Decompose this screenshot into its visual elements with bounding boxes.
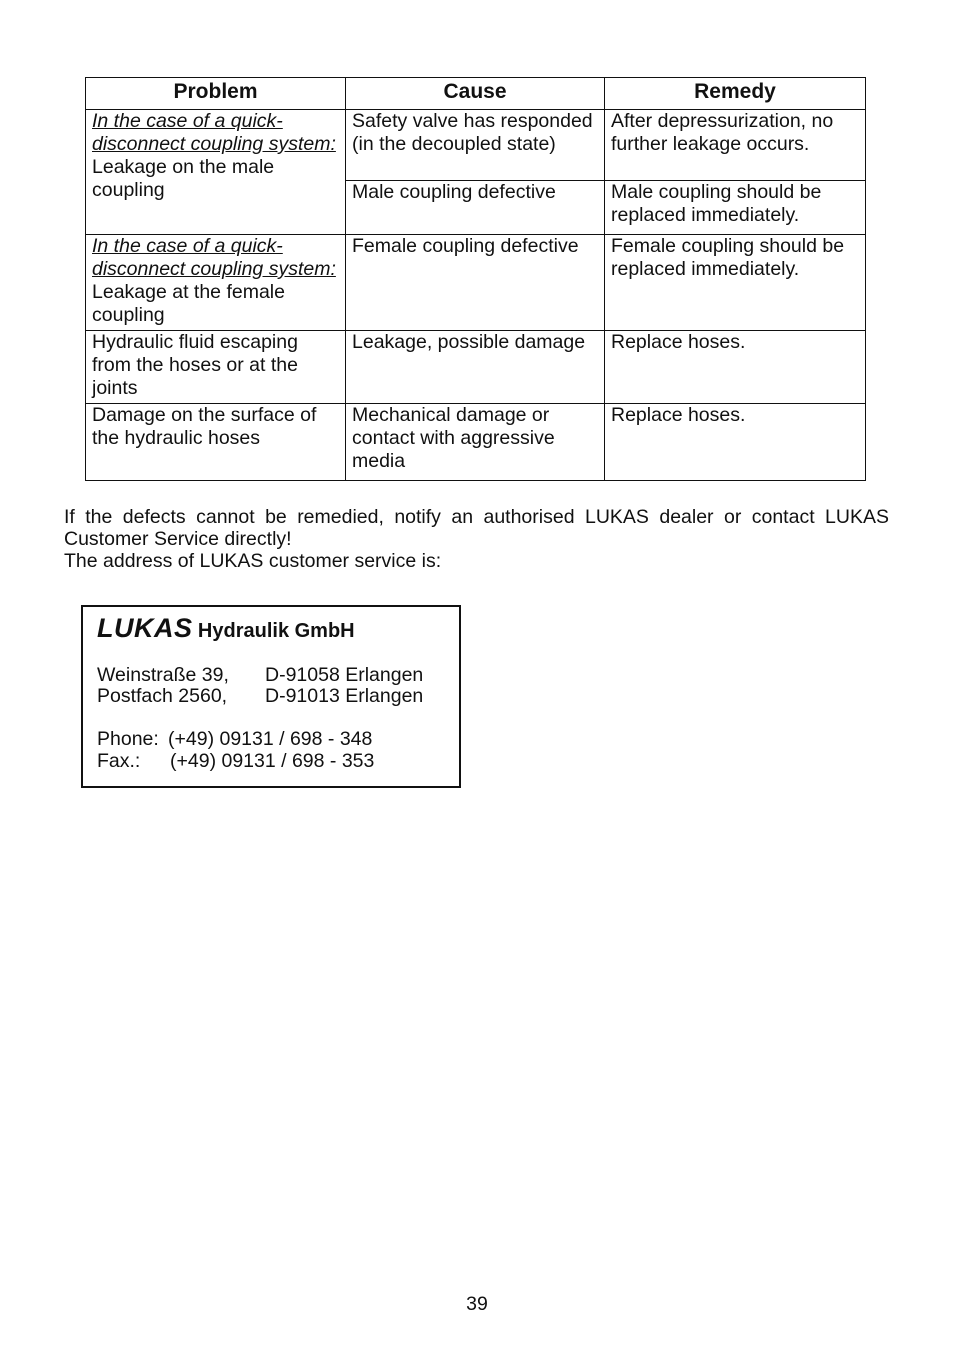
remedy-cell: Replace hoses. <box>605 331 866 404</box>
cause-cell: Female coupling defective <box>346 235 605 331</box>
street-line <box>97 664 229 686</box>
address-heading <box>97 613 355 643</box>
cause-cell: Male coupling defective <box>346 181 605 235</box>
fax-line <box>97 750 140 772</box>
postbox-city: D-91013 Erlangen <box>265 685 424 707</box>
problem-cell: Damage on the surface of the hydraulic hoses <box>86 404 346 481</box>
street: Weinstraße 39, <box>97 664 229 686</box>
header-cause: Cause <box>346 78 605 110</box>
remedy-cell: Male coupling should be replaced immediately. <box>605 181 866 235</box>
table-row <box>86 110 866 181</box>
cause-cell: Mechanical damage or contact with aggressive media <box>346 404 605 481</box>
table-row <box>86 235 866 331</box>
problem-qualifier: In the case of a quick-disconnect coupling system: <box>92 110 336 155</box>
remedy-cell: Female coupling should be replaced immediately. <box>605 235 866 331</box>
phone-label: Phone: <box>97 728 159 750</box>
postbox-line <box>97 685 227 707</box>
header-remedy: Remedy <box>605 78 866 110</box>
problem-qualifier: In the case of a quick-disconnect coupling system: <box>92 235 336 280</box>
company-name: Hydraulik GmbH <box>197 620 355 642</box>
service-note <box>64 506 889 572</box>
troubleshooting-table <box>85 77 866 481</box>
fax-label: Fax.: <box>97 750 141 772</box>
header-problem: Problem <box>86 78 346 110</box>
problem-text: Leakage on the male coupling <box>92 156 275 201</box>
table-header-row <box>86 78 866 110</box>
street-city: D-91058 Erlangen <box>265 664 424 686</box>
postbox: Postfach 2560, <box>97 685 228 707</box>
remedy-cell: After depressurization, no further leakage occurs. <box>605 110 866 181</box>
table-row <box>86 404 866 481</box>
service-note-line1: If the defects cannot be remedied, notify an authorised LUKAS dealer or contact LUKAS Customer Service directly! <box>64 506 889 550</box>
page-number: 39 <box>466 1293 488 1315</box>
cause-cell: Safety valve has responded (in the decoupled state) <box>346 110 605 181</box>
table-row <box>86 331 866 404</box>
phone-number: (+49) 09131 / 698 - 348 <box>168 728 373 750</box>
brand-logo: LUKAS <box>97 613 193 643</box>
address-box <box>81 605 461 788</box>
fax-number: (+49) 09131 / 698 - 353 <box>170 750 375 772</box>
problem-cell: Hydraulic fluid escaping from the hoses or at the joints <box>86 331 346 404</box>
cause-cell: Leakage, possible damage <box>346 331 605 404</box>
problem-cell <box>86 110 346 235</box>
remedy-cell: Replace hoses. <box>605 404 866 481</box>
phone-line <box>97 728 159 750</box>
problem-text: Leakage at the female coupling <box>92 281 285 326</box>
problem-cell <box>86 235 346 331</box>
service-note-line2: The address of LUKAS customer service is: <box>64 550 442 572</box>
